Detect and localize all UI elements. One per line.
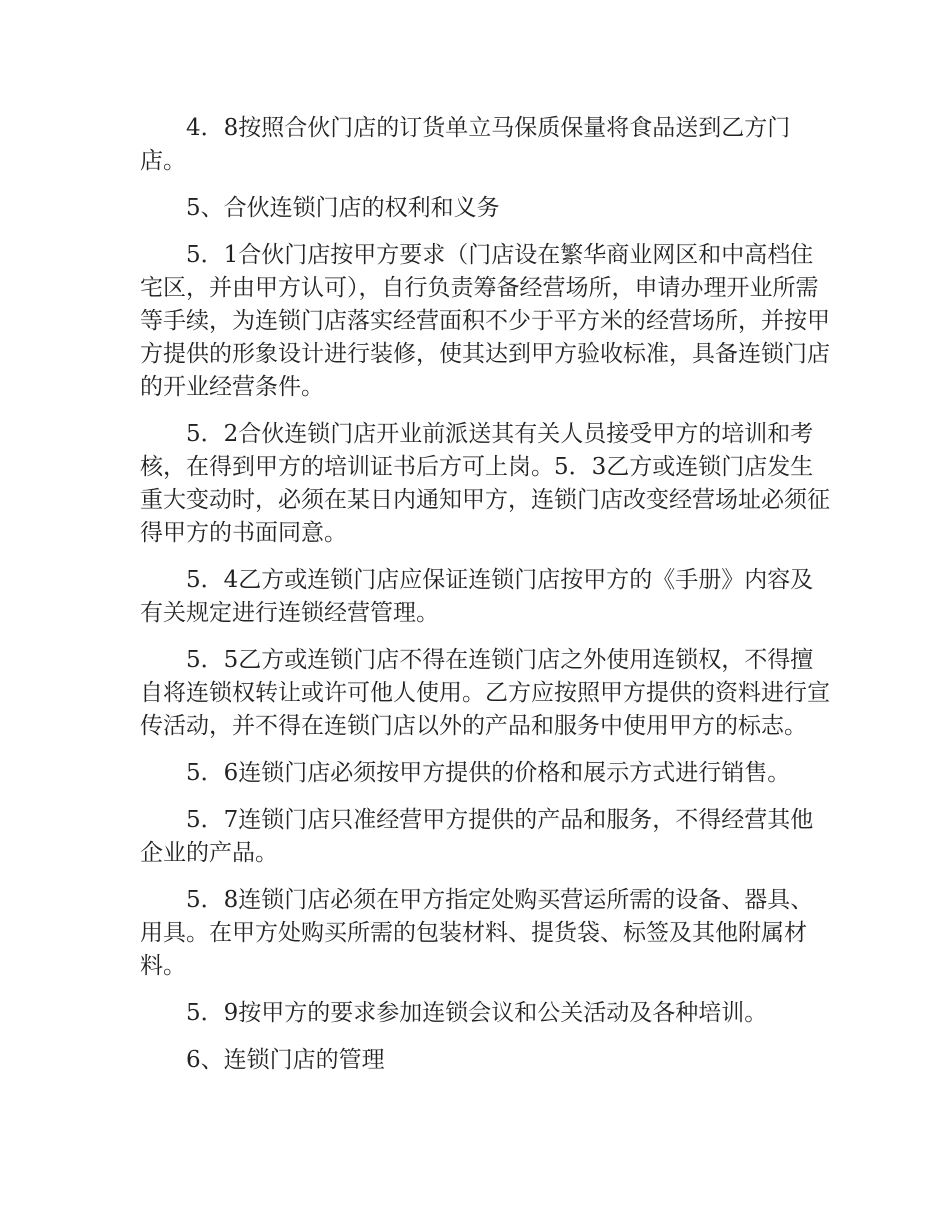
- paragraph-5-2: 5．2合伙连锁门店开业前派送其有关人员接受甲方的培训和考核，在得到甲方的培训证书后方可上岗。5．3乙方或连锁门店发生重大变动时，必须在某日内通知甲方，连锁门店改变经营场址必须征得甲方的书面同意。: [140, 421, 830, 546]
- paragraph-5-4: 5．4乙方或连锁门店应保证连锁门店按甲方的《手册》内容及有关规定进行连锁经营管理。: [140, 567, 814, 626]
- paragraph-5-5: 5．5乙方或连锁门店不得在连锁门店之外使用连锁权，不得擅自将连锁权转让或许可他人使用。乙方应按照甲方提供的资料进行宣传活动，并不得在连锁门店以外的产品和服务中使用甲方的标志。: [140, 647, 830, 739]
- section-heading-5: 5、合伙连锁门店的权利和义务: [186, 195, 500, 221]
- section-heading-6: 6、连锁门店的管理: [186, 1047, 385, 1073]
- paragraph-5-6: 5．6连锁门店必须按甲方提供的价格和展示方式进行销售。: [186, 760, 791, 786]
- paragraph-4-8: 4．8按照合伙门店的订货单立马保质保量将食品送到乙方门店。: [140, 115, 791, 174]
- paragraph-5-7: 5．7连锁门店只准经营甲方提供的产品和服务，不得经营其他企业的产品。: [140, 807, 814, 866]
- document-body: [140, 112, 830, 1091]
- paragraph-5-9: 5．9按甲方的要求参加连锁会议和公关活动及各种培训。: [186, 1000, 768, 1026]
- paragraph-5-1: 5．1合伙门店按甲方要求（门店设在繁华商业网区和中高档住宅区，并由甲方认可），自行负责筹备经营场所，申请办理开业所需等手续，为连锁门店落实经营面积不少于平方米的经营场所，并按甲方提供的形象设计进行装修，使其达到甲方验收标准，具备连锁门店的开业经营条件。: [140, 242, 830, 400]
- paragraph-5-8: 5．8连锁门店必须在甲方指定处购买营运所需的设备、器具、用具。在甲方处购买所需的包装材料、提货袋、标签及其他附属材料。: [140, 887, 814, 979]
